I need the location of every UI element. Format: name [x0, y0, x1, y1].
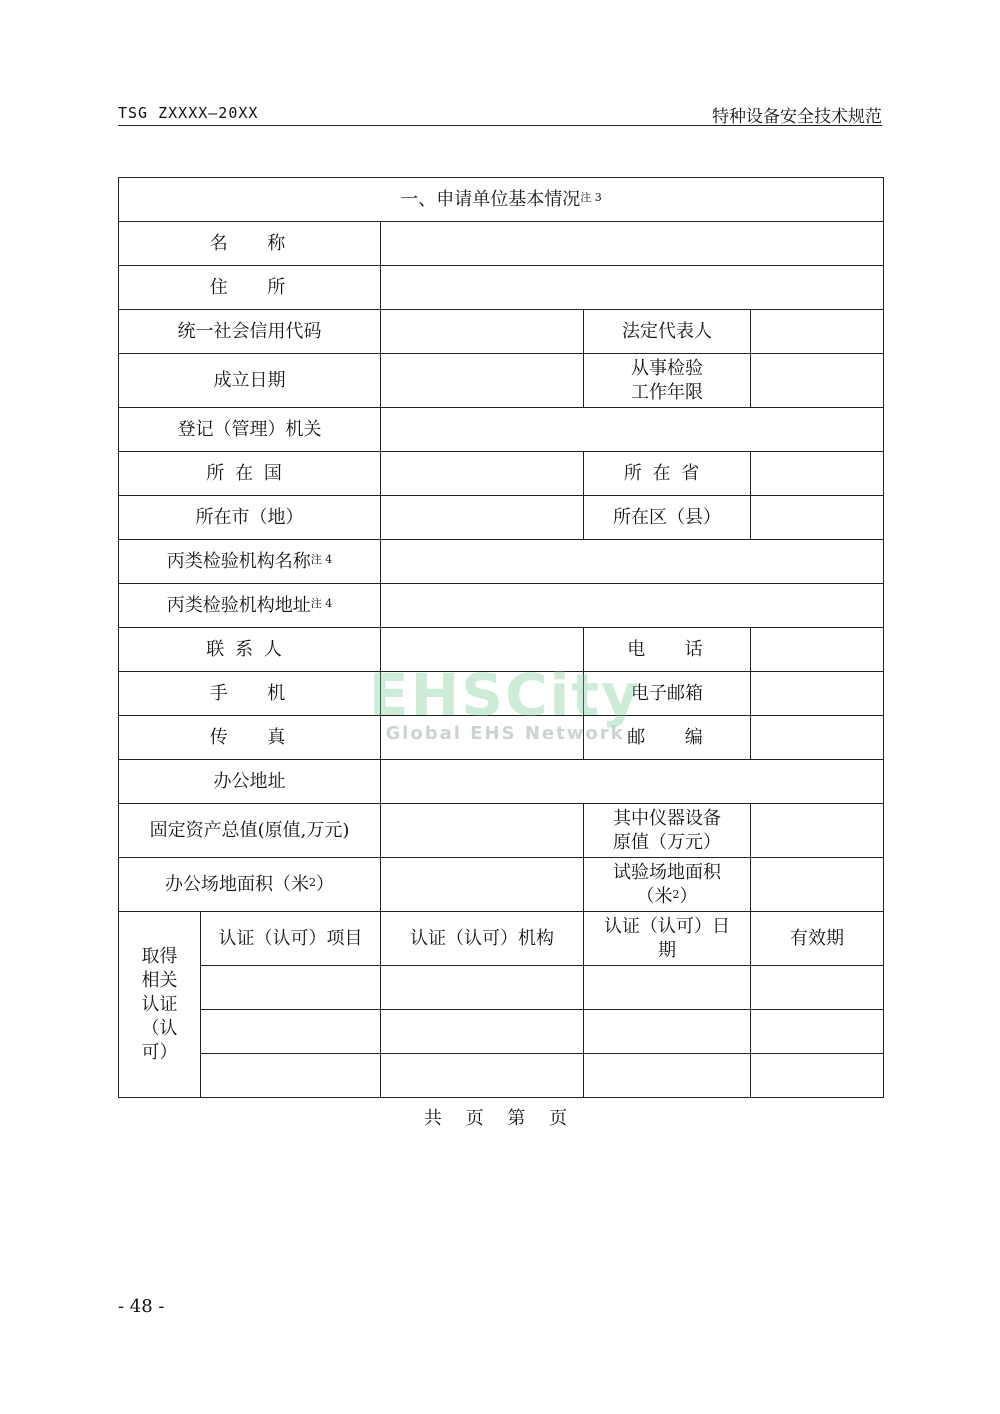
cert-item-cell[interactable]	[201, 1010, 381, 1054]
label-district: 所在区（县）	[584, 496, 751, 540]
document-code: TSG ZXXXX—20XX	[118, 104, 259, 122]
field-district[interactable]	[751, 496, 884, 540]
label-established: 成立日期	[119, 354, 381, 408]
field-class-c-org-address[interactable]	[381, 584, 884, 628]
field-phone[interactable]	[751, 628, 884, 672]
cert-item-cell[interactable]	[201, 1054, 381, 1098]
col-header-validity: 有效期	[751, 912, 884, 966]
cert-validity-cell[interactable]	[751, 1010, 884, 1054]
field-class-c-org-name[interactable]	[381, 540, 884, 584]
label-class-c-org-address: 丙类检验机构地址$^{注 4}$	[119, 584, 381, 628]
label-fixed-assets: 固定资产总值(原值,万元)	[119, 804, 381, 858]
field-office-address[interactable]	[381, 760, 884, 804]
field-fixed-assets[interactable]	[381, 804, 584, 858]
field-test-area[interactable]	[751, 858, 884, 912]
field-instrument-value[interactable]	[751, 804, 884, 858]
field-legal-rep[interactable]	[751, 310, 884, 354]
watermark-tagline: Global EHS Network	[385, 723, 625, 744]
label-contact: 联系人	[119, 628, 381, 672]
cert-date-cell[interactable]	[584, 1010, 751, 1054]
field-office-area[interactable]	[381, 858, 584, 912]
cert-org-cell[interactable]	[381, 1054, 584, 1098]
certification-side-label: 取得 相关 认证 （认 可）	[119, 912, 201, 1098]
page-number: - 48 -	[118, 1296, 165, 1317]
cert-validity-cell[interactable]	[751, 1054, 884, 1098]
table-row	[119, 1010, 884, 1054]
cert-org-cell[interactable]	[381, 1010, 584, 1054]
label-name: 名称	[119, 222, 381, 266]
col-header-cert-org: 认证（认可）机构	[381, 912, 584, 966]
col-header-cert-item: 认证（认可）项目	[201, 912, 381, 966]
field-work-years[interactable]	[751, 354, 884, 408]
field-postcode[interactable]	[751, 716, 884, 760]
label-phone: 电话	[584, 628, 751, 672]
application-form-table	[118, 177, 884, 1098]
field-country[interactable]	[381, 452, 584, 496]
label-legal-rep: 法定代表人	[584, 310, 751, 354]
header-rule	[118, 125, 882, 126]
section-title: 一、申请单位基本情况$^{注 3}$	[119, 178, 884, 222]
label-address: 住所	[119, 266, 381, 310]
label-test-area: 试验场地面积 （米$^2$）	[584, 858, 751, 912]
label-office-area: 办公场地面积（米$^2$）	[119, 858, 381, 912]
cert-item-cell[interactable]	[201, 966, 381, 1010]
cert-date-cell[interactable]	[584, 1054, 751, 1098]
label-mobile: 手机	[119, 672, 381, 716]
cert-date-cell[interactable]	[584, 966, 751, 1010]
field-email[interactable]	[751, 672, 884, 716]
field-address[interactable]	[381, 266, 884, 310]
field-province[interactable]	[751, 452, 884, 496]
field-registry[interactable]	[381, 408, 884, 452]
label-work-years: 从事检验 工作年限	[584, 354, 751, 408]
page-count: 共 页 第 页	[423, 1108, 577, 1129]
cert-org-cell[interactable]	[381, 966, 584, 1010]
table-row	[119, 1054, 884, 1098]
field-credit-code[interactable]	[381, 310, 584, 354]
field-contact[interactable]	[381, 628, 584, 672]
table-row	[119, 966, 884, 1010]
col-header-cert-date: 认证（认可）日 期	[584, 912, 751, 966]
field-name[interactable]	[381, 222, 884, 266]
label-country: 所在国	[119, 452, 381, 496]
field-city[interactable]	[381, 496, 584, 540]
label-registry: 登记（管理）机关	[119, 408, 381, 452]
label-instrument-value: 其中仪器设备 原值（万元）	[584, 804, 751, 858]
label-province: 所在省	[584, 452, 751, 496]
label-city: 所在市（地）	[119, 496, 381, 540]
section-note: 注 3	[580, 190, 602, 204]
label-class-c-org-name: 丙类检验机构名称$^{注 4}$	[119, 540, 381, 584]
label-postcode: 邮编	[584, 716, 751, 760]
label-office-address: 办公地址	[119, 760, 381, 804]
label-fax: 传真	[119, 716, 381, 760]
watermark-brand: EHSCity	[369, 661, 641, 729]
field-fax[interactable]	[381, 716, 584, 760]
label-email: 电子邮箱	[584, 672, 751, 716]
field-established[interactable]	[381, 354, 584, 408]
regulation-series: 特种设备安全技术规范	[712, 107, 882, 127]
field-mobile[interactable]	[381, 672, 584, 716]
cert-validity-cell[interactable]	[751, 966, 884, 1010]
label-credit-code: 统一社会信用代码	[119, 310, 381, 354]
